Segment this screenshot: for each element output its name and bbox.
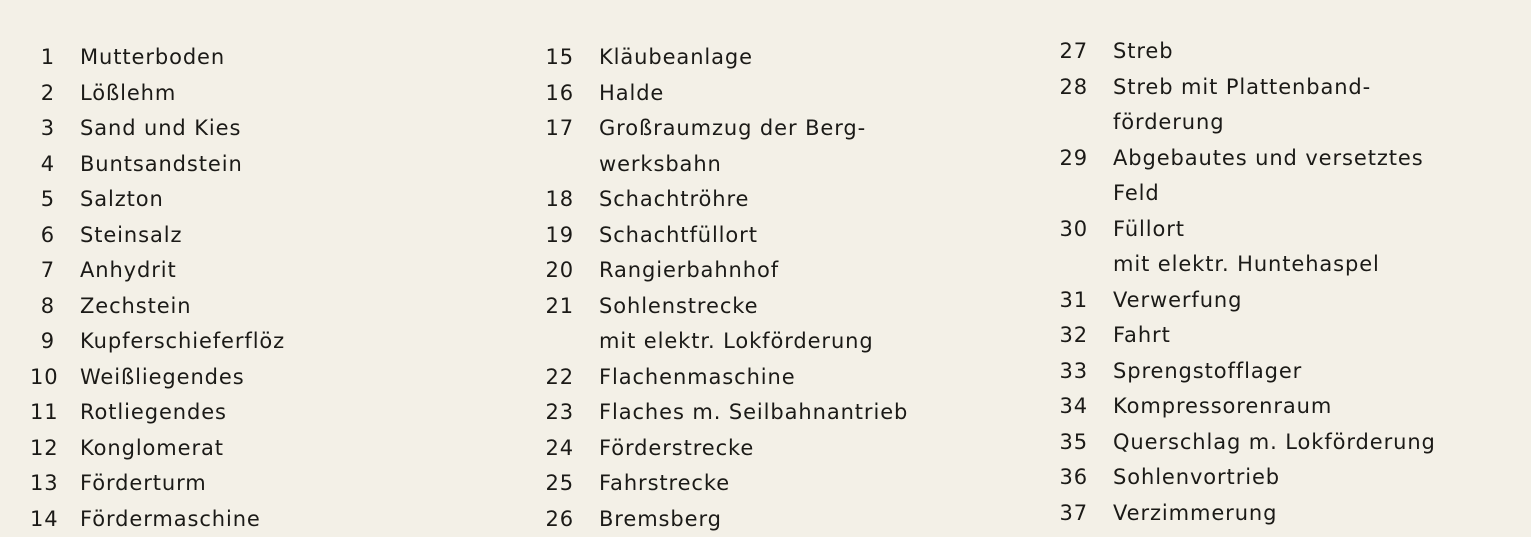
legend-entry-label-line: Weißliegendes: [80, 364, 245, 389]
legend-entry: [1056, 70, 1526, 141]
legend-entry-label: [55, 76, 176, 112]
legend-entry-label: [55, 395, 227, 431]
legend-entry-label: [1088, 141, 1424, 212]
legend-entry-number: 1: [40, 45, 55, 69]
legend-entry-label: [55, 40, 225, 76]
legend-entry-number: 23: [545, 400, 574, 424]
legend-entry: [1056, 34, 1526, 70]
legend-entry-label: [574, 360, 796, 396]
legend-entry-label: [1088, 283, 1242, 319]
legend-entry-label: [1088, 496, 1277, 532]
legend-entry: [1056, 496, 1526, 532]
legend-entry-label: [574, 40, 753, 76]
legend-entry-number: 6: [40, 222, 55, 247]
legend-entry-label: [574, 466, 730, 502]
legend-entry-number: 12: [30, 435, 59, 460]
legend-entry: [1056, 141, 1526, 212]
legend-entry-number: 10: [30, 364, 59, 389]
legend-entry-number: 7: [40, 258, 55, 282]
legend-entry-label-line: werksbahn: [599, 151, 722, 176]
legend-entry-label: [55, 111, 241, 147]
legend-entry-label-line: Förderturm: [80, 471, 207, 495]
legend-entry-number: 14: [30, 506, 59, 531]
legend-entry-label-line: Streb: [1113, 39, 1174, 63]
legend-entry-label-line: Sohlenstrecke: [599, 293, 759, 318]
legend-entry-label-line: Kläubeanlage: [599, 45, 753, 69]
legend-entry-label: [55, 289, 192, 325]
legend-entry-label-line: Steinsalz: [80, 222, 183, 247]
legend-entry-number: 24: [545, 435, 574, 460]
legend-entry-label-line: mit elektr. Huntehaspel: [1113, 252, 1380, 276]
legend-entry-number: 9: [40, 329, 55, 353]
legend-entry-label-line: Salzton: [80, 187, 164, 211]
legend-entry: [1056, 460, 1526, 496]
legend-entry-label-line: Lößlehm: [80, 80, 177, 105]
legend-entry-label: [574, 76, 664, 112]
legend-entry: [541, 431, 1011, 467]
legend-entry: [1056, 212, 1526, 283]
legend-entry-label-line: Rotliegendes: [80, 400, 227, 424]
legend-entry: [1056, 318, 1526, 354]
legend-entry-number: 15: [545, 45, 574, 69]
legend-entry-number: 22: [545, 364, 574, 389]
legend-entry-number: 8: [40, 293, 55, 318]
legend-entry-number: 27: [1059, 39, 1088, 63]
legend-entry-label: [55, 218, 182, 254]
legend-entry-label-line: Schachtfüllort: [599, 222, 758, 247]
legend-entry-label-line: Fahrstrecke: [599, 471, 731, 495]
legend-entry-label: [1088, 354, 1302, 390]
legend-entry: [541, 395, 1011, 431]
legend-entry-number: 13: [30, 471, 59, 495]
legend-entry-label: [574, 431, 754, 467]
legend-entry-number: 16: [545, 80, 574, 105]
legend-entry-number: 30: [1059, 216, 1088, 241]
legend-entry-number: 19: [545, 222, 574, 247]
legend-entry: [541, 466, 1011, 502]
legend-entry: [30, 218, 500, 254]
legend-entry: [541, 289, 1011, 360]
legend-entry: [30, 111, 500, 147]
legend-entry: [541, 253, 1011, 289]
legend-entry-label-line: Förderstrecke: [599, 435, 755, 460]
legend-entry-label-line: Verwerfung: [1113, 287, 1243, 312]
legend-entry: [30, 360, 500, 396]
legend-entry-number: 29: [1059, 145, 1088, 170]
legend-entry-label-line: Streb mit Plattenband-: [1113, 74, 1372, 99]
legend-entry-label-line: Bremsberg: [599, 506, 722, 531]
legend-entry-label-line: Halde: [599, 80, 665, 105]
legend-column-1: [30, 40, 500, 537]
legend-entry-label: [1088, 70, 1371, 141]
legend-column-2: [541, 40, 1011, 537]
legend-entry-label-line: Großraumzug der Berg-: [599, 116, 867, 140]
legend-entry-number: 11: [30, 400, 59, 424]
legend-entry-number: 2: [40, 80, 55, 105]
legend-entry-label-line: Schachtröhre: [599, 187, 750, 211]
legend-entry-label: [55, 253, 177, 289]
legend-entry: [1056, 425, 1526, 461]
legend-entry-label: [55, 502, 261, 537]
legend-entry-number: 3: [40, 116, 55, 140]
legend-entry-label: [574, 111, 866, 182]
legend-entry-number: 26: [545, 506, 574, 531]
legend-entry: [541, 502, 1011, 537]
legend-entry-label: [574, 182, 749, 218]
legend-entry-label-line: Abgebautes und versetztes: [1113, 145, 1424, 170]
legend-entry-number: 4: [40, 151, 55, 176]
legend-entry-label-line: Fördermaschine: [80, 506, 261, 531]
legend-entry-label-line: mit elektr. Lokförderung: [599, 329, 874, 353]
legend-entry-label: [55, 324, 285, 360]
legend-entry: [541, 40, 1011, 76]
legend-entry-label-line: Konglomerat: [80, 435, 224, 460]
legend-entry: [30, 253, 500, 289]
legend-entry-label-line: Verzimmerung: [1113, 500, 1278, 525]
legend-entry-label-line: förderung: [1113, 110, 1225, 134]
legend-entry-number: 36: [1059, 465, 1088, 489]
legend-entry: [30, 289, 500, 325]
legend-entry: [30, 395, 500, 431]
legend-entry-label-line: Kupferschieferflöz: [80, 329, 286, 353]
legend-entry-number: 28: [1059, 74, 1088, 99]
legend-entry-label-line: Sand und Kies: [80, 116, 242, 140]
legend-entry: [541, 111, 1011, 182]
legend-entry-label-line: Mutterboden: [80, 45, 226, 69]
legend-entry-label-line: Anhydrit: [80, 258, 177, 282]
legend-entry-label: [55, 182, 164, 218]
legend-entry: [30, 324, 500, 360]
legend-entry: [30, 502, 500, 537]
legend-entry-number: 32: [1059, 323, 1088, 347]
legend-entry: [541, 218, 1011, 254]
legend-entry: [541, 360, 1011, 396]
legend-entry-number: 21: [545, 293, 574, 318]
legend-entry: [30, 147, 500, 183]
legend-entry-number: 37: [1059, 500, 1088, 525]
legend-entry-label: [574, 253, 779, 289]
legend-entry-number: 33: [1059, 358, 1088, 383]
legend-entry: [541, 76, 1011, 112]
legend-entry-label-line: Flachenmaschine: [599, 364, 796, 389]
legend-entry-number: 20: [545, 258, 574, 282]
legend-entry-number: 5: [40, 187, 55, 211]
legend-entry-label-line: Sohlenvortrieb: [1113, 465, 1281, 489]
legend-column-3: [1056, 34, 1526, 531]
legend-entry-number: 17: [545, 116, 574, 140]
legend-entry-label-line: Sprengstofflager: [1113, 358, 1303, 383]
legend-entry: [30, 431, 500, 467]
legend-entry-label-line: Fahrt: [1113, 323, 1171, 347]
legend-entry-label-line: Buntsandstein: [80, 151, 243, 176]
legend-entry-number: 25: [545, 471, 574, 495]
legend-entry-label-line: Zechstein: [80, 293, 192, 318]
legend-entry: [30, 76, 500, 112]
legend-entry-label: [574, 502, 722, 537]
legend-entry-label: [1088, 34, 1174, 70]
legend-entry-label: [1088, 318, 1171, 354]
legend-entry-number: 35: [1059, 429, 1088, 454]
legend-entry-number: 18: [545, 187, 574, 211]
legend-entry: [30, 466, 500, 502]
legend-entry-label: [574, 395, 908, 431]
legend-entry: [1056, 283, 1526, 319]
legend-entry: [30, 40, 500, 76]
legend-entry-number: 34: [1059, 394, 1088, 418]
legend-entry: [1056, 389, 1526, 425]
legend-entry: [30, 182, 500, 218]
legend-entry-label: [55, 466, 207, 502]
legend-entry-label-line: Kompressorenraum: [1113, 394, 1333, 418]
legend-entry-label: [1088, 460, 1280, 496]
legend-entry-label-line: Querschlag m. Lokförderung: [1113, 429, 1436, 454]
legend-entry-label-line: Rangierbahnhof: [599, 258, 779, 282]
legend-entry: [541, 182, 1011, 218]
legend-entry-label: [1088, 425, 1436, 461]
legend-entry-label-line: Füllort: [1113, 216, 1185, 241]
legend-entry-label: [55, 147, 243, 183]
legend-entry-label: [574, 218, 758, 254]
legend-entry-label: [574, 289, 874, 360]
legend-entry-label: [55, 360, 245, 396]
legend-entry-label: [55, 431, 224, 467]
legend-entry-label-line: Feld: [1113, 181, 1160, 205]
legend-entry-number: 31: [1059, 287, 1088, 312]
legend-entry-label-line: Flaches m. Seilbahnantrieb: [599, 400, 909, 424]
legend-entry-label: [1088, 212, 1380, 283]
legend-entry-label: [1088, 389, 1332, 425]
legend-entry: [1056, 354, 1526, 390]
